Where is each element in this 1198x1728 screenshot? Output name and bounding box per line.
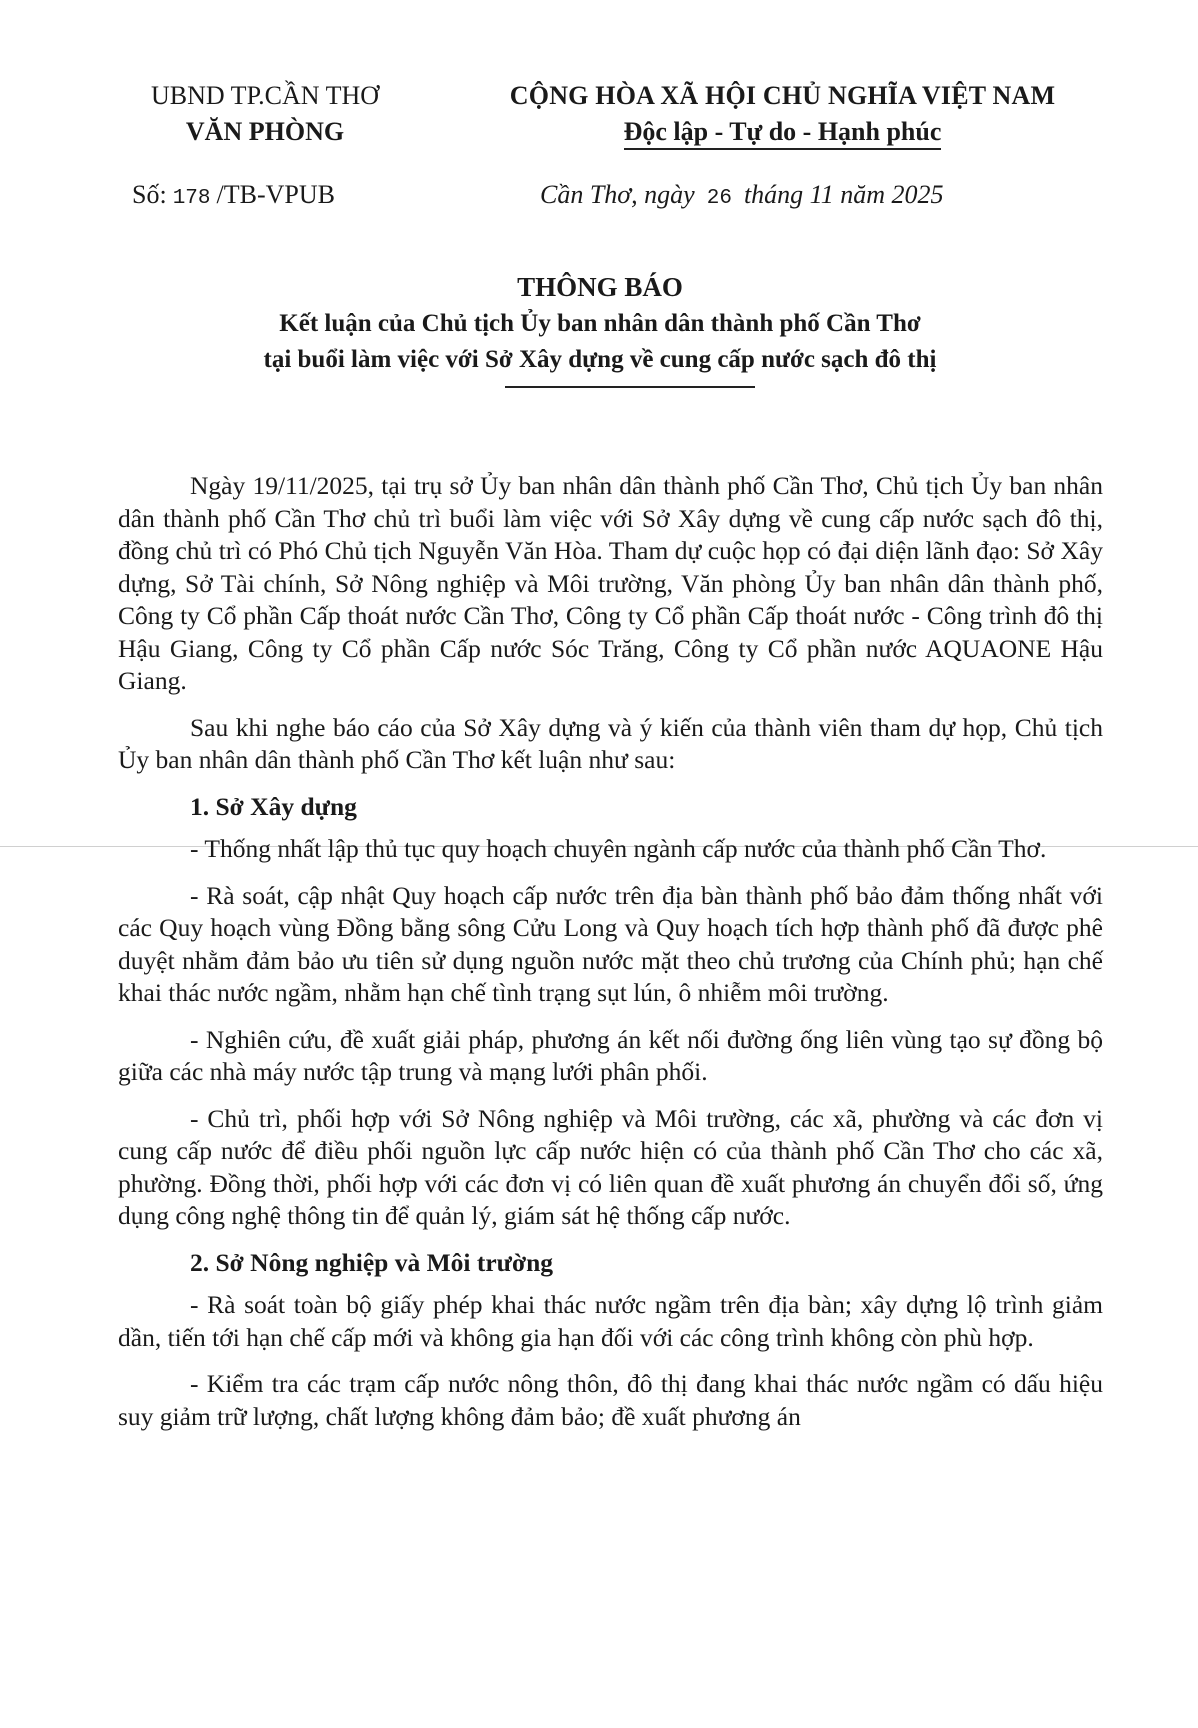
agency-name: UBND TP.CẦN THƠ <box>150 81 380 110</box>
document-date-day: 26 <box>706 187 732 210</box>
document-type-title: THÔNG BÁO <box>517 272 683 302</box>
document-number-suffix: /TB-VPUB <box>216 180 335 209</box>
section-heading: 1. Sở Xây dựng <box>190 791 357 821</box>
document-number-value: 178 <box>172 187 211 210</box>
title-underline <box>505 386 755 388</box>
body-paragraph: Sau khi nghe báo cáo của Sở Xây dựng và ý kiến của thành viên tham dự họp, Chủ tịch Ủy ban nhân dân thành phố Cần Thơ kết luận như sau: <box>118 712 1103 774</box>
national-motto: Độc lập - Tự do - Hạnh phúc <box>624 116 942 150</box>
section-item: - Chủ trì, phối hợp với Sở Nông nghiệp và Môi trường, các xã, phường và các đơn vị cung cấp nước để điều phối nguồn lực cấp nước hiện có của thành phố Cần Thơ cho các xã, phường. Đồng thời, phối hợp với các đơn vị có liên quan đề xuất phương án chuyển đổi số, ứng dụng công nghệ thông tin để quản lý, giám sát hệ thống cấp nước. <box>118 1103 1103 1230</box>
office-name: VĂN PHÒNG <box>185 117 345 146</box>
section-heading: 2. Sở Nông nghiệp và Môi trường <box>190 1247 554 1277</box>
national-title: CỘNG HÒA XÃ HỘI CHỦ NGHĨA VIỆT NAM <box>509 81 1056 110</box>
section-item: - Thống nhất lập thủ tục quy hoạch chuyên ngành cấp nước của thành phố Cần Thơ. <box>190 834 1047 863</box>
issuing-agency-block <box>105 78 425 150</box>
section-item: - Nghiên cứu, đề xuất giải pháp, phương án kết nối đường ống liên vùng tạo sự đồng bộ giữa các nhà máy nước tập trung và mạng lưới phân phối. <box>118 1024 1103 1086</box>
document-date <box>540 180 944 210</box>
body-paragraph: Ngày 19/11/2025, tại trụ sở Ủy ban nhân dân thành phố Cần Thơ, Chủ tịch Ủy ban nhân dân thành phố Cần Thơ chủ trì buổi làm việc với Sở Xây dựng về cung cấp nước sạch đô thị, đồng chủ trì có Phó Chủ tịch Nguyễn Văn Hòa. Tham dự cuộc họp có đại diện lãnh đạo: Sở Xây dựng, Sở Tài chính, Sở Nông nghiệp và Môi trường, Văn phòng Ủy ban nhân dân thành phố, Công ty Cổ phần Cấp thoát nước Cần Thơ, Công ty Cổ phần Cấp thoát nước - Công trình đô thị Hậu Giang, Công ty Cổ phần Cấp nước Sóc Trăng, Công ty Cổ phần nước AQUAONE Hậu Giang. <box>118 471 1103 695</box>
national-header-block <box>455 78 1110 150</box>
document-body <box>118 470 1103 1447</box>
document-date-prefix: Cần Thơ, ngày <box>540 180 695 209</box>
document-subject-line-2: tại buổi làm việc với Sở Xây dựng về cung cấp nước sạch đô thị <box>263 346 937 373</box>
document-subject-line-1: Kết luận của Chủ tịch Ủy ban nhân dân thành phố Cần Thơ <box>279 310 921 337</box>
section-item: - Rà soát, cập nhật Quy hoạch cấp nước trên địa bàn thành phố bảo đảm thống nhất với các Quy hoạch vùng Đồng bằng sông Cửu Long và Quy hoạch tích hợp thành phố đã được phê duyệt nhằm đảm bảo ưu tiên sử dụng nguồn nước mặt theo chủ trương của Chính phủ; hạn chế khai thác nước ngầm, nhằm hạn chế tình trạng sụt lún, ô nhiễm môi trường. <box>118 880 1103 1007</box>
section-item: - Rà soát toàn bộ giấy phép khai thác nước ngầm trên địa bàn; xây dựng lộ trình giảm dần, tiến tới hạn chế cấp mới và không gia hạn đối với các công trình không còn phù hợp. <box>118 1290 1103 1352</box>
section-item: - Kiểm tra các trạm cấp nước nông thôn, đô thị đang khai thác nước ngầm có dấu hiệu suy giảm trữ lượng, chất lượng không đảm bảo; đề xuất phương án <box>118 1369 1103 1431</box>
document-number-prefix: Số: <box>132 180 167 209</box>
document-title-block <box>120 268 1080 378</box>
document-number <box>132 180 335 210</box>
document-date-suffix: tháng 11 năm 2025 <box>743 180 944 209</box>
